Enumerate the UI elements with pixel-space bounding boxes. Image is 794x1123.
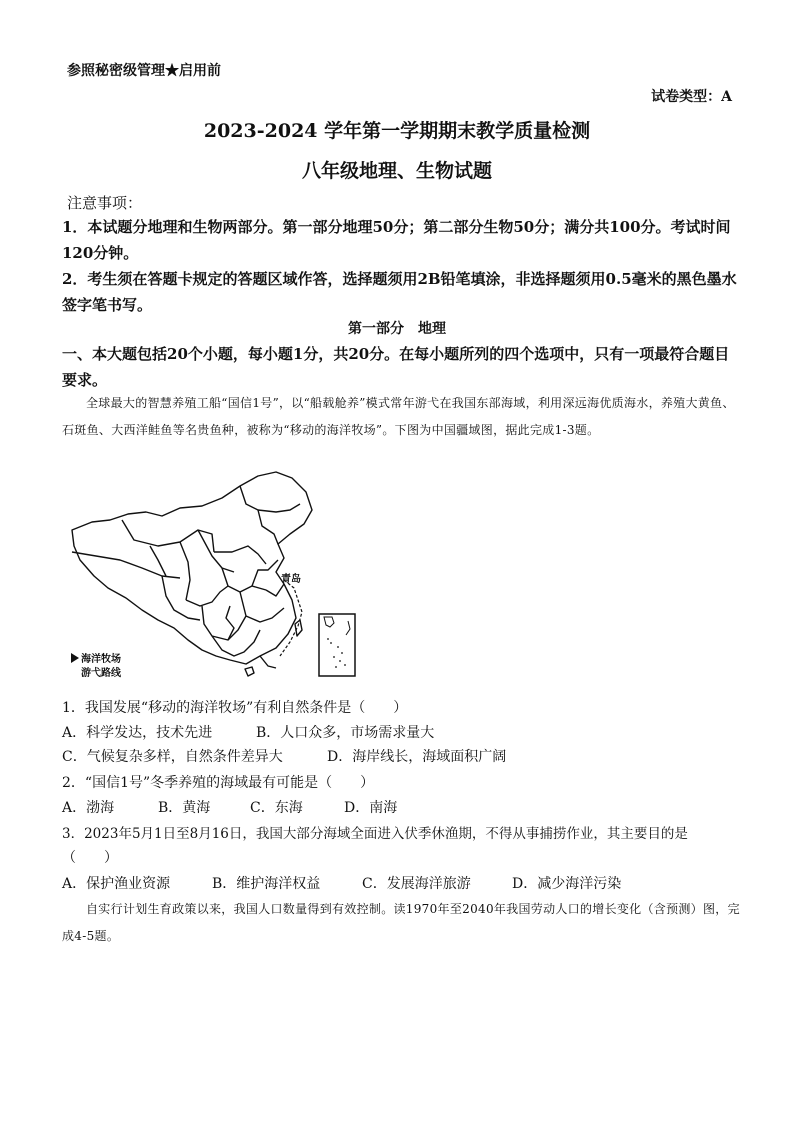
paper-type-label: 试卷类型：A [651, 89, 732, 105]
qingdao-label: 青岛 [281, 574, 301, 585]
option-a: A．保护渔业资源 [62, 876, 171, 892]
secret-level-label: 参照秘密级管理★启用前 [67, 63, 221, 79]
question-1-stem: 1．我国发展“移动的海洋牧场”有利自然条件是（ ） [62, 700, 408, 716]
question-2-options [62, 797, 397, 817]
route-arrow-icon [70, 652, 80, 664]
question-2-stem: 2．“国信1号”冬季养殖的海域最有可能是（ ） [62, 775, 375, 791]
option-d: D．海岸线长，海域面积广阔 [327, 749, 507, 765]
legend-line-1: 海洋牧场 [81, 654, 121, 665]
option-c: C．气候复杂多样，自然条件差异大 [62, 749, 283, 765]
material-passage-1: 全球最大的智慧养殖工船“国信1号”，以“船载舱养”模式常年游弋在我国东部海域，利用深远海优质海水，养殖大黄鱼、石斑鱼、大西洋鲑鱼等名贵鱼种，被称为“移动的海洋牧场”。下图为中国疆域图，据此完成1-3题。 [62, 396, 735, 437]
option-c: C．东海 [250, 800, 303, 816]
exam-title: 2023-2024 学年第一学期期末教学质量检测 [203, 120, 591, 142]
south-china-sea-inset [318, 613, 356, 677]
notice-item-2: 2．考生须在答题卡规定的答题区域作答，选择题须用2B铅笔填涂，非选择题须用0.5毫米的黑色墨水签字笔书写。 [62, 270, 737, 314]
notice-item-1: 1．本试题分地理和生物两部分。第一部分地理50分；第二部分生物50分；满分共100分。考试时间120分钟。 [62, 218, 731, 262]
part-heading: 第一部分 地理 [348, 321, 446, 337]
material-passage-2: 自实行计划生育政策以来，我国人口数量得到有效控制。读1970年至2040年我国劳动人口的增长变化（含预测）图，完成4-5题。 [62, 902, 740, 943]
legend-line-2: 游弋路线 [81, 668, 121, 679]
question-3-stem-cont: （ ） [62, 850, 118, 866]
option-b: B．维护海洋权益 [212, 876, 321, 892]
question-1-options-row-1 [62, 722, 434, 742]
section-instruction: 一、本大题包括20个小题，每小题1分，共20分。在每小题所列的四个选项中，只有一项最符合题目要求。 [62, 345, 730, 389]
option-a: A．科学发达，技术先进 [62, 725, 213, 741]
question-3-stem: 3．2023年5月1日至8月16日，我国大部分海域全面进入伏季休渔期，不得从事捕捞作业，其主要目的是 [62, 826, 688, 842]
option-b: B．黄海 [158, 800, 211, 816]
option-d: D．南海 [344, 800, 398, 816]
option-a: A．渤海 [62, 800, 115, 816]
notice-heading: 注意事项： [67, 194, 143, 212]
question-1-options-row-2 [62, 746, 506, 766]
option-d: D．减少海洋污染 [512, 876, 622, 892]
option-c: C．发展海洋旅游 [362, 876, 471, 892]
option-b: B．人口众多，市场需求量大 [256, 725, 435, 741]
exam-subtitle: 八年级地理、生物试题 [301, 160, 492, 182]
question-3-options [62, 873, 621, 893]
